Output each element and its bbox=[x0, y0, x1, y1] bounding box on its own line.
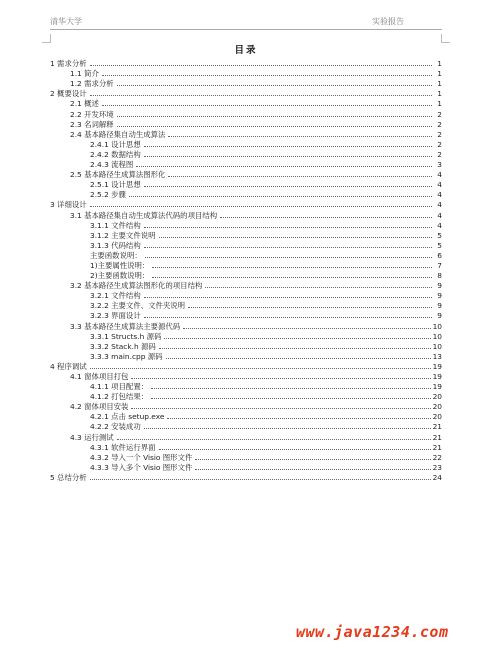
toc-page-number: 9 bbox=[437, 291, 442, 301]
toc-page-number: 21 bbox=[432, 422, 442, 432]
toc-page-number: 22 bbox=[432, 452, 442, 462]
toc-entry-text: 4.1 窗体项目打包 bbox=[70, 372, 129, 381]
toc-entry[interactable] bbox=[50, 361, 442, 371]
toc-page-number: 2 bbox=[437, 129, 442, 139]
toc-page-number: 6 bbox=[437, 250, 442, 260]
toc-leader-dots bbox=[90, 65, 432, 66]
toc-entry-text: 4.2.2 安装成功 bbox=[90, 422, 141, 432]
toc-page-number: 10 bbox=[432, 341, 442, 351]
toc-page-number: 2 bbox=[437, 139, 442, 149]
toc-entry[interactable] bbox=[50, 209, 442, 219]
toc-leader-dots bbox=[195, 469, 430, 470]
toc-leader-dots bbox=[166, 358, 431, 359]
toc-leader-dots bbox=[131, 408, 430, 409]
toc-entry-text: 3.2 基本路径生成算法图形化的项目结构 bbox=[70, 281, 203, 291]
toc-entry[interactable] bbox=[50, 199, 442, 209]
toc-entry-text: 1 需求分析 bbox=[50, 59, 87, 69]
toc-entry[interactable] bbox=[50, 240, 442, 250]
toc-leader-dots bbox=[144, 428, 431, 429]
toc-leader-dots bbox=[144, 317, 432, 318]
toc-entry[interactable] bbox=[50, 78, 442, 88]
toc-entry[interactable] bbox=[50, 310, 442, 320]
toc-entry-text: 1.2 需求分析 bbox=[70, 79, 114, 89]
toc-entry-text: 2.5.1 设计思想 bbox=[90, 180, 141, 190]
toc-page-number: 24 bbox=[432, 472, 442, 482]
toc-entry-text: 4.1.2 打包结果： bbox=[90, 392, 149, 402]
toc-page-number: 5 bbox=[437, 240, 442, 250]
toc-leader-dots bbox=[205, 287, 432, 288]
toc-entry[interactable] bbox=[50, 300, 442, 310]
toc-page-number: 1 bbox=[437, 69, 442, 79]
toc-entry-text: 2.4 基本路径集自动生成算法 bbox=[70, 129, 166, 139]
toc-page-number: 10 bbox=[432, 321, 442, 331]
toc-page-number: 2 bbox=[437, 109, 442, 119]
toc-entry-text: 4.3.3 导入多个 Visio 图形文件 bbox=[90, 462, 193, 472]
toc-leader-dots bbox=[145, 257, 432, 258]
toc-entry[interactable] bbox=[50, 108, 442, 118]
toc-leader-dots bbox=[144, 297, 432, 298]
toc-entry-text: 4.2.1 点击 setup.exe bbox=[90, 412, 165, 422]
toc-entry-text: 1)主要属性说明： bbox=[90, 260, 150, 270]
toc-page-number: 2 bbox=[437, 119, 442, 129]
toc-leader-dots bbox=[117, 85, 432, 86]
toc-entry[interactable] bbox=[50, 411, 442, 421]
toc-page-number: 4 bbox=[437, 170, 442, 180]
toc-entry-text: 2.4.1 设计思想 bbox=[90, 139, 141, 149]
toc-entry[interactable] bbox=[50, 431, 442, 441]
toc-leader-dots bbox=[168, 136, 432, 137]
toc-page-number: 9 bbox=[437, 311, 442, 321]
toc-leader-dots bbox=[144, 156, 432, 157]
toc-leader-dots bbox=[117, 439, 431, 440]
toc-entry-text: 2.4.2 数据结构 bbox=[90, 149, 141, 159]
toc-leader-dots bbox=[152, 277, 432, 278]
toc-leader-dots bbox=[102, 105, 432, 106]
toc-entry[interactable] bbox=[50, 381, 442, 391]
toc-entry-text: 3.3.2 Stack.h 源码 bbox=[90, 341, 156, 351]
toc-page-number: 21 bbox=[432, 432, 442, 442]
toc-entry-text: 3.3 基本路径生成算法主要源代码 bbox=[70, 321, 181, 331]
toc-entry-text: 4.2 窗体项目安装 bbox=[70, 402, 129, 412]
toc-entry-text: 5 总结分析 bbox=[50, 472, 87, 482]
toc-entry-text: 3.3.3 main.cpp 源码 bbox=[90, 351, 163, 361]
toc-entry-text: 3.3.1 Structs.h 源码 bbox=[90, 331, 162, 341]
toc-page-number: 4 bbox=[437, 180, 442, 190]
toc-page-number: 9 bbox=[437, 281, 442, 291]
toc-leader-dots bbox=[117, 116, 432, 117]
toc-page-number: 4 bbox=[437, 220, 442, 230]
toc-entry-text: 3.2.2 主要文件、文件夹说明 bbox=[90, 301, 186, 311]
toc-page-number: 4 bbox=[437, 210, 442, 220]
toc-entry[interactable] bbox=[50, 129, 442, 139]
toc-entry-text: 3.2.1 文件结构 bbox=[90, 291, 141, 301]
toc-page-number: 3 bbox=[437, 160, 442, 170]
toc-page-number: 1 bbox=[437, 59, 442, 69]
toc-entry-text: 3 详细设计 bbox=[50, 200, 87, 210]
header-left-text: 清华大学 bbox=[50, 17, 82, 26]
toc-entry[interactable] bbox=[50, 452, 442, 462]
toc-page-number: 19 bbox=[432, 361, 442, 371]
toc-entry-text: 2.5.2 步骤 bbox=[90, 190, 126, 200]
toc-entry-text: 3.1.3 代码结构 bbox=[90, 240, 141, 250]
toc-page-number: 13 bbox=[432, 351, 442, 361]
header-rule bbox=[50, 29, 442, 30]
toc-entry[interactable] bbox=[50, 442, 442, 452]
toc-leader-dots bbox=[167, 418, 430, 419]
toc-entry[interactable] bbox=[50, 371, 442, 381]
toc-entry[interactable] bbox=[50, 58, 442, 68]
header-right-text: 实验报告 bbox=[372, 17, 404, 26]
toc-leader-dots bbox=[90, 206, 432, 207]
toc-page-number: 19 bbox=[432, 372, 442, 381]
toc-entry[interactable] bbox=[50, 139, 442, 149]
toc-leader-dots bbox=[168, 176, 432, 177]
toc-entry[interactable] bbox=[50, 351, 442, 361]
table-of-contents bbox=[50, 58, 442, 482]
toc-entry[interactable] bbox=[50, 169, 442, 179]
toc-entry-text: 2.1 概述 bbox=[70, 99, 99, 109]
toc-page-number: 4 bbox=[437, 200, 442, 210]
toc-entry[interactable] bbox=[50, 462, 442, 472]
toc-entry[interactable] bbox=[50, 260, 442, 270]
toc-leader-dots bbox=[188, 307, 432, 308]
toc-leader-dots bbox=[117, 126, 432, 127]
toc-leader-dots bbox=[144, 186, 432, 187]
toc-entry-text: 2)主要函数说明： bbox=[90, 271, 150, 281]
toc-entry[interactable] bbox=[50, 220, 442, 230]
toc-entry[interactable] bbox=[50, 331, 442, 341]
toc-entry[interactable] bbox=[50, 341, 442, 351]
toc-page-number: 1 bbox=[437, 79, 442, 89]
toc-entry-text: 2.3 名词解释 bbox=[70, 119, 114, 129]
toc-leader-dots bbox=[131, 378, 430, 379]
toc-leader-dots bbox=[144, 227, 432, 228]
toc-entry[interactable] bbox=[50, 98, 442, 108]
toc-leader-dots bbox=[102, 75, 432, 76]
toc-entry-text: 2 概要设计 bbox=[50, 89, 87, 99]
toc-leader-dots bbox=[159, 449, 431, 450]
toc-leader-dots bbox=[151, 388, 430, 389]
toc-leader-dots bbox=[152, 267, 432, 268]
toc-entry-text: 2.4.3 流程图 bbox=[90, 160, 134, 170]
toc-leader-dots bbox=[195, 459, 430, 460]
toc-leader-dots bbox=[164, 338, 430, 339]
toc-entry[interactable] bbox=[50, 320, 442, 330]
toc-page-number: 21 bbox=[432, 442, 442, 452]
toc-entry[interactable] bbox=[50, 179, 442, 189]
toc-page-number: 10 bbox=[432, 331, 442, 341]
toc-entry[interactable] bbox=[50, 290, 442, 300]
toc-entry[interactable] bbox=[50, 280, 442, 290]
toc-entry-text: 3.2.3 界面设计 bbox=[90, 311, 141, 321]
toc-leader-dots bbox=[159, 348, 431, 349]
toc-title: 目录 bbox=[234, 45, 258, 56]
toc-leader-dots bbox=[90, 95, 432, 96]
toc-leader-dots bbox=[144, 146, 432, 147]
toc-entry-text: 4.3 运行测试 bbox=[70, 432, 114, 442]
toc-page-number: 20 bbox=[432, 392, 442, 402]
toc-entry[interactable] bbox=[50, 159, 442, 169]
toc-entry-text: 1.1 简介 bbox=[70, 69, 99, 79]
toc-page-number: 5 bbox=[437, 230, 442, 240]
toc-page-number: 8 bbox=[437, 271, 442, 281]
toc-entry[interactable] bbox=[50, 401, 442, 411]
toc-leader-dots bbox=[136, 166, 432, 167]
toc-page-number: 23 bbox=[432, 462, 442, 472]
toc-entry-text: 2.5 基本路径生成算法图形化 bbox=[70, 170, 166, 180]
toc-entry[interactable] bbox=[50, 119, 442, 129]
toc-entry-text: 主要函数说明： bbox=[90, 250, 142, 260]
toc-entry-text: 4.1.1 项目配置： bbox=[90, 382, 149, 392]
toc-page-number: 7 bbox=[437, 260, 442, 270]
toc-entry[interactable] bbox=[50, 421, 442, 431]
toc-entry-text: 2.2 开发环境 bbox=[70, 109, 114, 119]
toc-entry-text: 4.3.1 软件运行界面 bbox=[90, 442, 156, 452]
toc-entry[interactable] bbox=[50, 250, 442, 260]
toc-leader-dots bbox=[151, 398, 430, 399]
toc-entry[interactable] bbox=[50, 472, 442, 482]
toc-entry-text: 3.1.1 文件结构 bbox=[90, 220, 141, 230]
toc-entry-text: 3.1.2 主要文件说明 bbox=[90, 230, 156, 240]
toc-leader-dots bbox=[90, 479, 431, 480]
toc-entry-text: 4 程序调试 bbox=[50, 361, 87, 371]
toc-entry[interactable] bbox=[50, 88, 442, 98]
toc-entry-text: 4.3.2 导入一个 Visio 图形文件 bbox=[90, 452, 193, 462]
toc-page-number: 4 bbox=[437, 190, 442, 200]
toc-page-number: 19 bbox=[432, 382, 442, 392]
toc-page-number: 20 bbox=[432, 412, 442, 422]
watermark-text: www.java1234.com bbox=[296, 623, 449, 641]
toc-page-number: 9 bbox=[437, 301, 442, 311]
toc-leader-dots bbox=[129, 196, 432, 197]
toc-leader-dots bbox=[183, 328, 430, 329]
toc-leader-dots bbox=[220, 217, 432, 218]
toc-entry[interactable] bbox=[50, 230, 442, 240]
toc-leader-dots bbox=[90, 368, 431, 369]
toc-leader-dots bbox=[144, 247, 432, 248]
toc-entry[interactable] bbox=[50, 391, 442, 401]
toc-entry[interactable] bbox=[50, 270, 442, 280]
toc-page-number: 1 bbox=[437, 99, 442, 109]
toc-entry[interactable] bbox=[50, 149, 442, 159]
toc-page-number: 2 bbox=[437, 149, 442, 159]
toc-leader-dots bbox=[159, 237, 433, 238]
toc-page-number: 1 bbox=[437, 89, 442, 99]
toc-entry[interactable] bbox=[50, 189, 442, 199]
toc-page-number: 20 bbox=[432, 402, 442, 412]
toc-entry[interactable] bbox=[50, 68, 442, 78]
toc-entry-text: 3.1 基本路径集自动生成算法代码的项目结构 bbox=[70, 210, 218, 220]
